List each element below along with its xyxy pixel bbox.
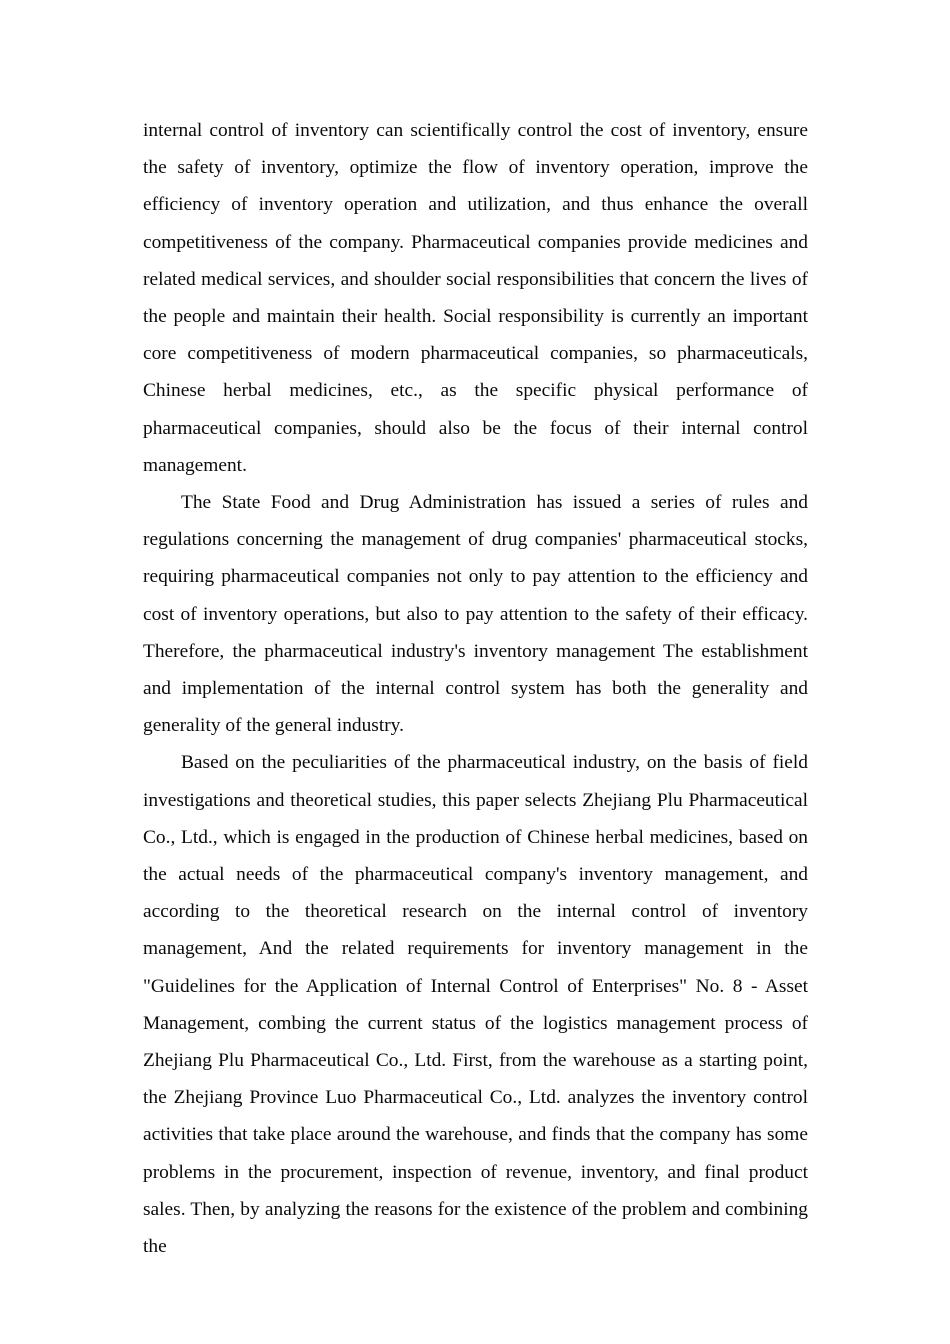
body-paragraph-3: Based on the peculiarities of the pharmaceutical industry, on the basis of field investigations and theoretical studies, this paper selects Zhejiang Plu Pharmaceutical Co., Ltd., which is engaged in the production of Chinese herbal medicines, based on the actual needs of the pharmaceutical company's inventory management, and according to the theoretical research on the internal control of inventory management, And the related requirements for inventory management in the "Guidelines for the Application of Internal Control of Enterprises" No. 8 - Asset Management, combing the current status of the logistics management process of Zhejiang Plu Pharmaceutical Co., Ltd. First, from the warehouse as a starting point, the Zhejiang Province Luo Pharmaceutical Co., Ltd. analyzes the inventory control activities that take place around the warehouse, and finds that the company has some problems in the procurement, inspection of revenue, inventory, and final product sales. Then, by analyzing the reasons for the existence of the problem and combining the [143, 752, 808, 1258]
body-paragraph-2: The State Food and Drug Administration has issued a series of rules and regulations concerning the management of drug companies' pharmaceutical stocks, requiring pharmaceutical companies not only to pay attention to the efficiency and cost of inventory operations, but also to pay attention to the safety of their efficacy. Therefore, the pharmaceutical industry's inventory management The establishment and implementation of the internal control system has both the generality and generality of the general industry. [143, 492, 808, 737]
body-text-column [143, 112, 808, 1265]
body-paragraph-1: internal control of inventory can scientifically control the cost of inventory, ensure the safety of inventory, optimize the flow of inventory operation, improve the efficiency of inventory operation and utilization, and thus enhance the overall competitiveness of the company. Pharmaceutical companies provide medicines and related medical services, and shoulder social responsibilities that concern the lives of the people and maintain their health. Social responsibility is currently an important core competitiveness of modern pharmaceutical companies, so pharmaceuticals, Chinese herbal medicines, etc., as the specific physical performance of pharmaceutical companies, should also be the focus of their internal control management. [143, 120, 808, 476]
